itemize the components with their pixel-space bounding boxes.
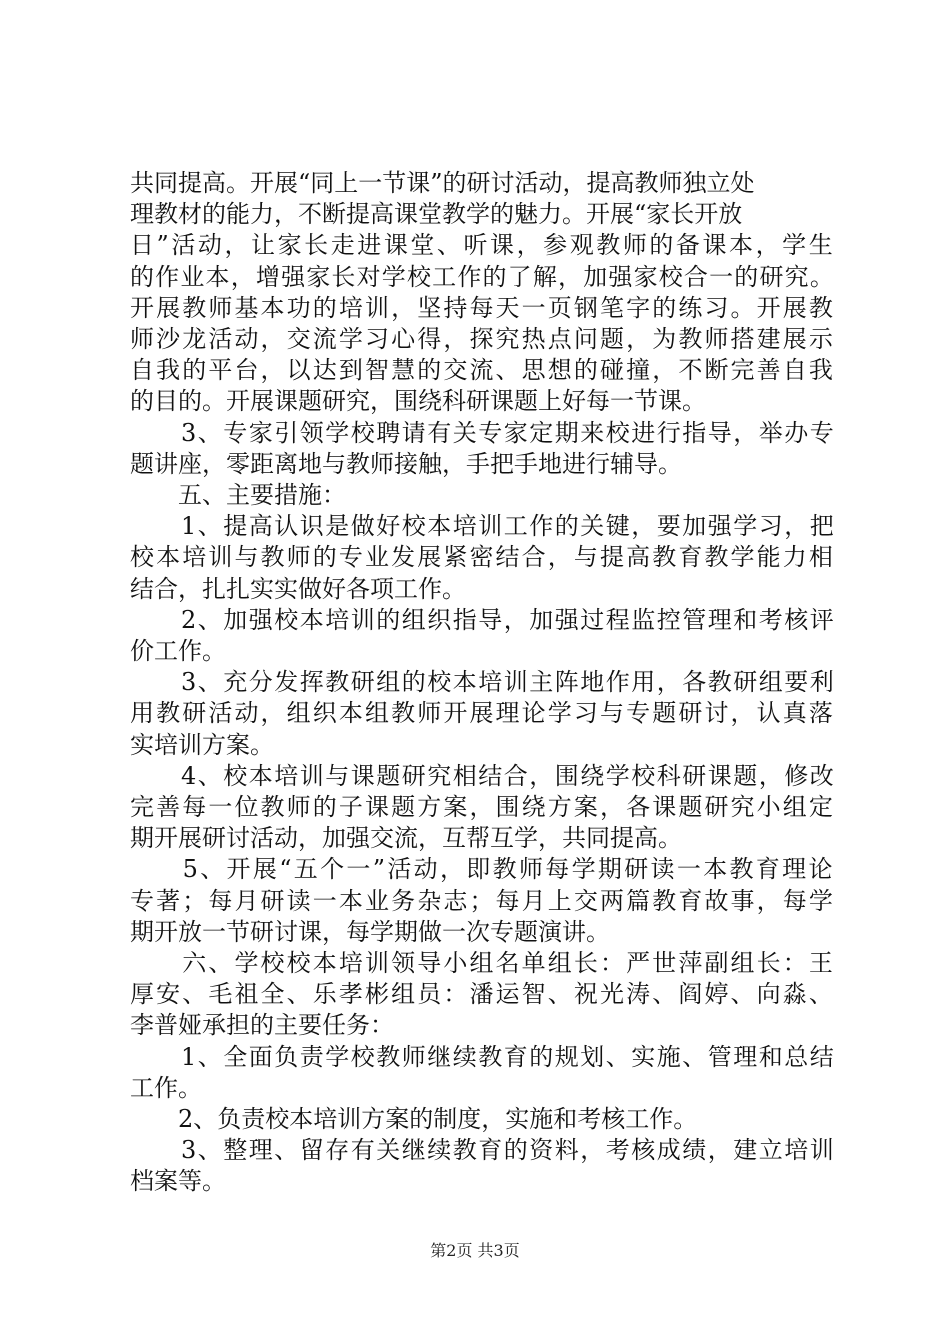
text-line: 2、加强校本培训的组织指导，加强过程监控管理和考核评 (130, 605, 836, 634)
text-line: 期开放一节研讨课，每学期做一次专题演讲。 (130, 917, 610, 946)
text-line: 实培训方案。 (130, 730, 274, 759)
text-line: 3、整理、留存有关继续教育的资料，考核成绩，建立培训 (130, 1136, 836, 1165)
page-footer: 第2页 共3页 (430, 1241, 520, 1260)
text-line: 开展教师基本功的培训，坚持每天一页钢笔字的练习。开展教 (130, 293, 835, 322)
text-line: 5、开展“五个一”活动，即教师每学期研读一本教育理论 (130, 855, 835, 884)
text-line: 完善每一位教师的子课题方案，围绕方案，各课题研究小组定 (130, 793, 835, 821)
text-line: 工作。 (130, 1073, 202, 1102)
text-line: 校本培训与教师的专业发展紧密结合，与提高教育教学能力相 (130, 543, 835, 572)
text-line: 题讲座，零距离地与教师接触，手把手地进行辅导。 (130, 449, 682, 478)
text-line: 专著；每月研读一本业务杂志；每月上交两篇教育故事，每学 (130, 886, 835, 915)
text-line: 价工作。 (130, 637, 226, 665)
section-heading: 六、学校校本培训领导小组名单组长：严世萍副组长：王 (130, 949, 835, 977)
text-line: 李普娅承担的主要任务： (130, 1011, 394, 1040)
text-line: 用教研活动，组织本组教师开展理论学习与专题研讨，认真落 (130, 699, 835, 728)
text-line: 的目的。开展课题研究，围绕科研课题上好每一节课。 (130, 387, 706, 416)
text-line: 日”活动，让家长走进课堂、听课，参观教师的备课本，学生 (130, 231, 836, 260)
text-line: 1、提高认识是做好校本培训工作的关键，要加强学习，把 (130, 512, 836, 541)
text-line: 档案等。 (130, 1167, 226, 1196)
text-line: 师沙龙活动，交流学习心得，探究热点问题，为教师搭建展示 (130, 325, 835, 353)
text-line: 3、专家引领学校聘请有关专家定期来校进行指导，举办专 (130, 418, 836, 447)
text-line: 理教材的能力，不断提高课堂教学的魅力。开展“家长开放 (130, 200, 743, 229)
text-line: 3、充分发挥教研组的校本培训主阵地作用，各教研组要利 (130, 668, 836, 697)
text-line: 4、校本培训与课题研究相结合，围绕学校科研课题，修改 (130, 761, 836, 790)
text-line: 2、负责校本培训方案的制度，实施和考核工作。 (130, 1105, 698, 1133)
text-line: 共同提高。开展“同上一节课”的研讨活动，提高教师独立处 (130, 169, 755, 197)
text-line: 结合，扎扎实实做好各项工作。 (130, 574, 466, 603)
text-line: 期开展研讨活动，加强交流，互帮互学，共同提高。 (130, 824, 682, 853)
text-line: 自我的平台，以达到智慧的交流、思想的碰撞，不断完善自我 (130, 356, 835, 385)
section-heading: 五、主要措施： (130, 481, 346, 509)
text-line: 厚安、毛祖全、乐孝彬组员：潘运智、祝光涛、阎婷、向淼、 (130, 980, 835, 1009)
text-line: 的作业本，增强家长对学校工作的了解，加强家校合一的研究。 (130, 262, 835, 291)
text-line: 1、全面负责学校教师继续教育的规划、实施、管理和总结 (130, 1042, 836, 1071)
